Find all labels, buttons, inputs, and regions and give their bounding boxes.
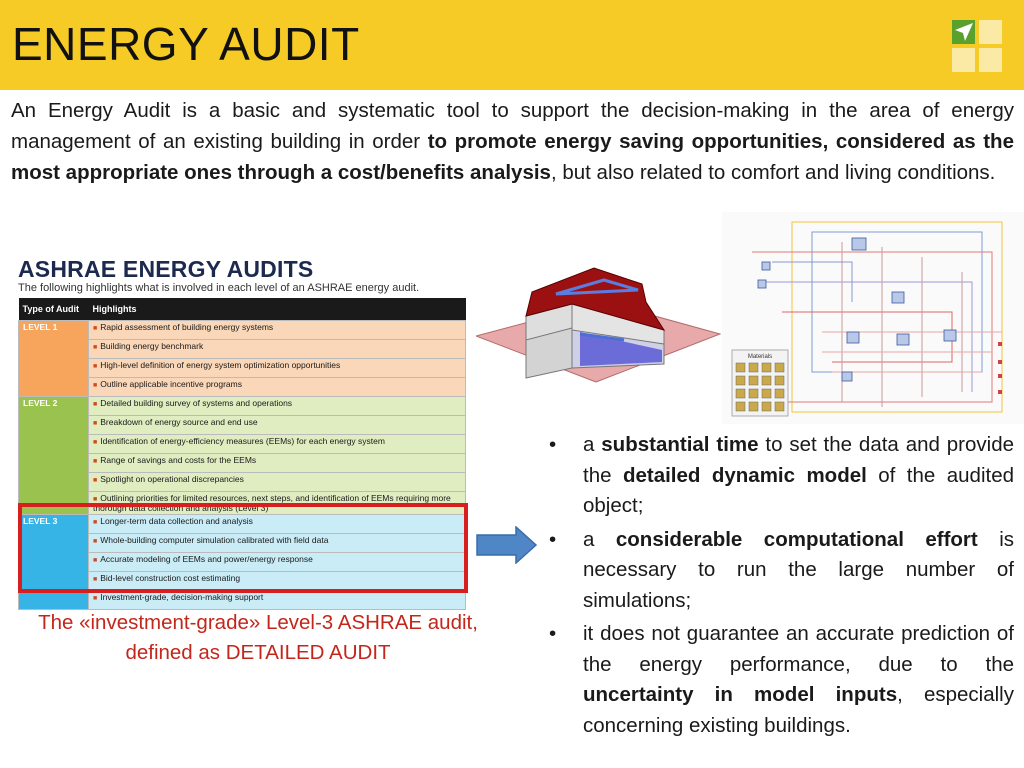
highlight-text: Bid-level construction cost estimating	[100, 573, 241, 583]
highlight-text: Accurate modeling of EEMs and power/energy response	[100, 554, 313, 564]
bullet-item-3: • it does not guarantee an accurate prediction of the energy performance, due to the uncertainty in model inputs, especially concerning existing buildings.	[548, 619, 1014, 741]
square-bullet-icon: ■	[93, 458, 98, 465]
square-bullet-icon: ■	[93, 420, 98, 427]
bullet-list	[548, 430, 1014, 744]
square-bullet-icon: ■	[93, 538, 98, 545]
highlight-item	[89, 359, 466, 378]
highlight-text: Rapid assessment of building energy systems	[100, 322, 274, 332]
simulation-schematic-diagram	[722, 212, 1024, 424]
highlight-text: Spotlight on operational discrepancies	[100, 474, 244, 484]
highlight-item	[89, 340, 466, 359]
intro-text-2: , but also related to comfort and living conditions.	[550, 161, 996, 184]
highlight-item	[89, 473, 466, 492]
highlight-item	[89, 397, 466, 416]
highlight-text: Investment-grade, decision-making support	[100, 592, 264, 602]
level3-highlight-box	[18, 503, 468, 593]
highlight-text: Breakdown of energy source and end use	[100, 417, 258, 427]
building-3d-model	[476, 258, 721, 393]
figure-caption	[8, 608, 508, 668]
highlight-text: Identification of energy-efficiency measures (EEMs) for each energy system	[100, 436, 385, 446]
intro-text-bold: to promote energy saving opportunities, considered as the most appropriate ones through a cost/benefits analysis	[11, 130, 1014, 184]
highlight-text: Outlining priorities for limited resources, next steps, and identification of EEMs requiring more thorough data collection and analysis (Level 3)	[93, 493, 451, 513]
highlight-text: Detailed building survey of systems and operations	[100, 398, 293, 408]
check-icon	[953, 21, 975, 43]
col-type-of-audit: Type of Audit	[19, 298, 89, 321]
highlight-text: High-level definition of energy system optimization opportunities	[100, 360, 341, 370]
intro-paragraph	[11, 95, 1014, 188]
level-label: LEVEL 1	[19, 321, 89, 397]
intro-text-1: An Energy Audit is a basic and systematic tool to support the decision-making in the area of energy management of an existing building in order	[11, 99, 1014, 153]
bullet-item-2: • a considerable computational effort is necessary to run the large number of simulations;	[548, 525, 1014, 617]
highlight-text: Range of savings and costs for the EEMs	[100, 455, 257, 465]
square-bullet-icon: ■	[93, 325, 98, 332]
bullet-item-1: • a substantial time to set the data and provide the detailed dynamic model of the audited object;	[548, 430, 1014, 522]
square-bullet-icon: ■	[93, 439, 98, 446]
highlight-item	[89, 435, 466, 454]
highlight-item	[89, 591, 466, 610]
square-bullet-icon: ■	[93, 382, 98, 389]
highlight-item	[89, 454, 466, 473]
header-bar	[0, 0, 1024, 90]
highlight-item	[89, 378, 466, 397]
check-square-logo	[952, 20, 1002, 72]
caption-line-2: defined as DETAILED AUDIT	[125, 641, 391, 664]
square-bullet-icon: ■	[93, 477, 98, 484]
right-arrow-icon	[476, 526, 538, 564]
square-bullet-icon: ■	[93, 344, 98, 351]
caption-line-1: The «investment-grade» Level-3 ASHRAE audit,	[38, 611, 478, 634]
highlight-text: Building energy benchmark	[100, 341, 204, 351]
square-bullet-icon: ■	[93, 519, 98, 526]
highlight-item	[89, 416, 466, 435]
col-highlights: Highlights	[89, 298, 466, 321]
square-bullet-icon: ■	[93, 576, 98, 583]
ashrae-title: ASHRAE ENERGY AUDITS	[18, 256, 314, 282]
materials-label: Materials	[747, 354, 773, 360]
square-bullet-icon: ■	[93, 595, 98, 602]
highlight-item	[89, 321, 466, 340]
highlight-text: Whole-building computer simulation calibrated with field data	[100, 535, 329, 545]
square-bullet-icon: ■	[93, 496, 98, 503]
level-label: LEVEL 3	[19, 515, 89, 610]
table-row	[19, 321, 466, 340]
table-row	[19, 397, 466, 416]
level-label: LEVEL 2	[19, 397, 89, 515]
highlight-text: Outline applicable incentive programs	[100, 379, 242, 389]
square-bullet-icon: ■	[93, 363, 98, 370]
square-bullet-icon: ■	[93, 557, 98, 564]
ashrae-subtitle: The following highlights what is involved in each level of an ASHRAE energy audit.	[18, 282, 420, 294]
square-bullet-icon: ■	[93, 401, 98, 408]
page-title: ENERGY AUDIT	[12, 18, 360, 70]
highlight-text: Longer-term data collection and analysis	[100, 516, 253, 526]
